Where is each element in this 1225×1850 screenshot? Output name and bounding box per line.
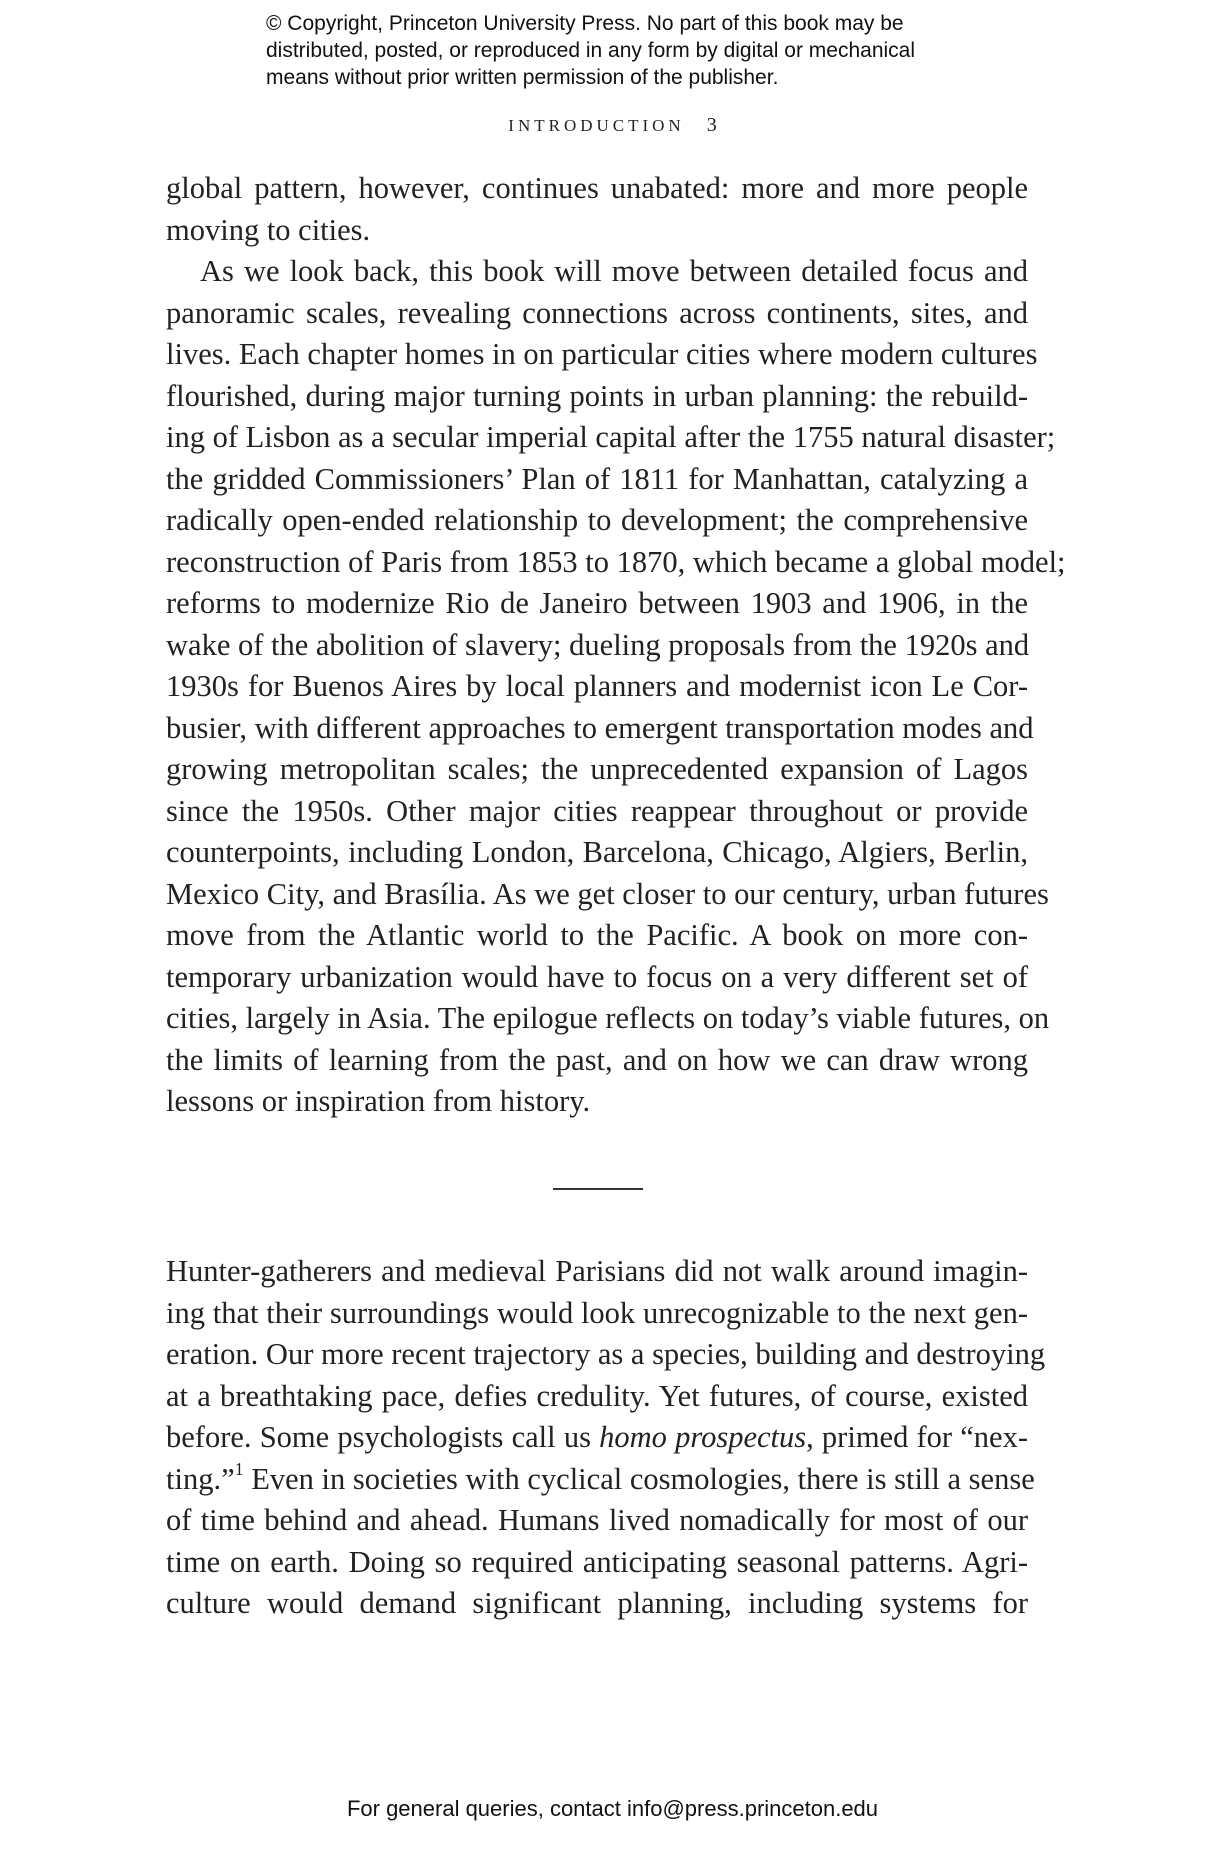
text-line: radically open-ended relationship to development; the comprehensive xyxy=(166,503,1028,537)
text-line: flourished, during major turning points in urban planning: the rebuild- xyxy=(166,378,1028,413)
italic-term: homo prospectus xyxy=(599,1420,807,1454)
text-run: Even in societies with cyclical cosmologies, there is still a sense xyxy=(243,1461,1035,1496)
footnote-reference[interactable]: 1 xyxy=(234,1459,244,1480)
text-line: busier, with different approaches to emergent transportation modes and xyxy=(166,710,1034,745)
text-run: before. Some psychologists call us xyxy=(166,1420,600,1454)
text-line: moving to cities. xyxy=(166,212,371,247)
text-line: panoramic scales, revealing connections across continents, sites, and xyxy=(166,295,1028,330)
text-line: eration. Our more recent trajectory as a species, building and destroying xyxy=(166,1337,1046,1371)
text-line: lessons or inspiration from history. xyxy=(166,1084,591,1118)
copyright-line: © Copyright, Princeton University Press. No part of this book may be xyxy=(266,12,904,35)
text-line: 1930s for Buenos Aires by local planners and modernist icon Le Cor- xyxy=(166,669,1028,703)
text-line: global pattern, however, continues unabated: more and more people xyxy=(166,171,1028,205)
text-line: of time behind and ahead. Humans lived nomadically for most of our xyxy=(166,1503,1028,1537)
text-line: ing that their surroundings would look unrecognizable to the next gen- xyxy=(166,1295,1028,1330)
text-line: As we look back, this book will move between detailed focus and xyxy=(200,254,1028,288)
text-line: the gridded Commissioners’ Plan of 1811 for Manhattan, catalyzing a xyxy=(166,461,1028,496)
text-line: lives. Each chapter homes in on particular cities where modern cultures xyxy=(166,337,1038,371)
text-line: reconstruction of Paris from 1853 to 1870, which became a global model; xyxy=(166,544,1066,579)
text-line: counterpoints, including London, Barcelona, Chicago, Algiers, Berlin, xyxy=(166,835,1028,869)
text-line: reforms to modernize Rio de Janeiro between 1903 and 1906, in the xyxy=(166,586,1028,620)
text-line: growing metropolitan scales; the unprecedented expansion of Lagos xyxy=(166,752,1028,786)
text-line: move from the Atlantic world to the Pacific. A book on more con- xyxy=(166,918,1028,952)
text-line: since the 1950s. Other major cities reappear throughout or provide xyxy=(166,793,1028,828)
copyright-line: means without prior written permission of the publisher. xyxy=(266,66,779,89)
body-text-top xyxy=(166,168,1066,1123)
text-line: Mexico City, and Brasília. As we get closer to our century, urban futures xyxy=(166,876,1049,911)
text-line: culture would demand significant planning, including systems for xyxy=(166,1586,1028,1620)
text-run: ting.” xyxy=(166,1461,235,1496)
page-number: 3 xyxy=(706,114,717,136)
text-line: cities, largely in Asia. The epilogue reflects on today’s viable futures, on xyxy=(166,1001,1050,1035)
text-line: time on earth. Doing so required anticipating seasonal patterns. Agri- xyxy=(166,1544,1028,1579)
footer-contact: For general queries, contact info@press.princeton.edu xyxy=(346,1796,879,1821)
text-line xyxy=(166,1459,1035,1501)
copyright-line: distributed, posted, or reproduced in any form by digital or mechanical xyxy=(266,39,916,62)
text-line xyxy=(166,1417,1028,1459)
text-line: wake of the abolition of slavery; dueling proposals from the 1920s and xyxy=(166,627,1030,662)
section-break-rule xyxy=(553,1188,643,1190)
body-text-bottom xyxy=(166,1251,1046,1625)
copyright-notice xyxy=(266,10,1026,91)
text-line: the limits of learning from the past, and on how we can draw wrong xyxy=(166,1042,1028,1077)
text-line: ing of Lisbon as a secular imperial capital after the 1755 natural disaster; xyxy=(166,420,1056,454)
text-line: Hunter-gatherers and medieval Parisians did not walk around imagin- xyxy=(166,1254,1028,1288)
text-run: , primed for “nex- xyxy=(806,1420,1028,1454)
running-head-title: INTRODUCTION xyxy=(508,116,685,135)
running-head xyxy=(0,114,1225,137)
text-line: at a breathtaking pace, defies credulity. Yet futures, of course, existed xyxy=(166,1378,1028,1413)
text-line: temporary urbanization would have to focus on a very different set of xyxy=(166,959,1028,994)
